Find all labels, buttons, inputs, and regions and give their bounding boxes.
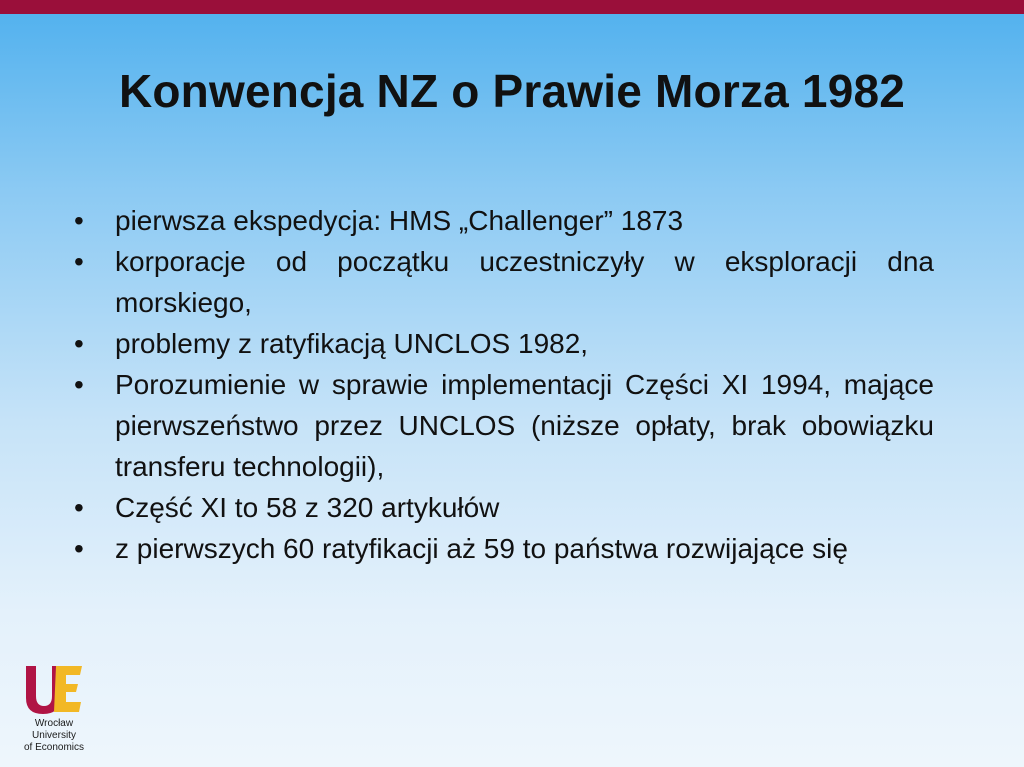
logo-caption xyxy=(18,718,90,754)
ue-logo-mark-icon xyxy=(22,660,84,716)
bullet-dot-icon: • xyxy=(74,328,84,359)
bullet-dot-icon: • xyxy=(74,369,84,400)
logo-line-1: Wrocław xyxy=(34,718,74,729)
bullet-item xyxy=(74,323,934,364)
bullet-item xyxy=(74,241,934,323)
bullet-list xyxy=(74,200,934,569)
bullet-item xyxy=(74,528,934,569)
slide-title: Konwencja NZ o Prawie Morza 1982 xyxy=(118,65,906,117)
bullet-item xyxy=(74,487,934,528)
logo-line-3: of Economics xyxy=(23,742,85,753)
bullet-dot-icon: • xyxy=(74,205,84,236)
bullet-item xyxy=(74,200,934,241)
bullet-text: Porozumienie w sprawie implementacji Części XI 1994, mające pierwszeństwo przez UNCLOS (niższe opłaty, brak obowiązku transferu technologii), xyxy=(115,369,934,482)
bullet-dot-icon: • xyxy=(74,533,84,564)
bullet-dot-icon: • xyxy=(74,246,84,277)
top-accent-bar xyxy=(0,0,1024,14)
bullet-text: z pierwszych 60 ratyfikacji aż 59 to państwa rozwijające się xyxy=(115,533,848,564)
logo-line-2: University xyxy=(32,730,76,741)
bullet-text: problemy z ratyfikacją UNCLOS 1982, xyxy=(115,328,589,359)
university-logo xyxy=(18,660,90,760)
bullet-dot-icon: • xyxy=(74,492,84,523)
bullet-text: Część XI to 58 z 320 artykułów xyxy=(115,492,500,523)
bullet-text: korporacje od początku uczestniczyły w eksploracji dna morskiego, xyxy=(115,246,934,318)
bullet-text: pierwsza ekspedycja: HMS „Challenger” 1873 xyxy=(115,205,684,236)
bullet-item xyxy=(74,364,934,487)
